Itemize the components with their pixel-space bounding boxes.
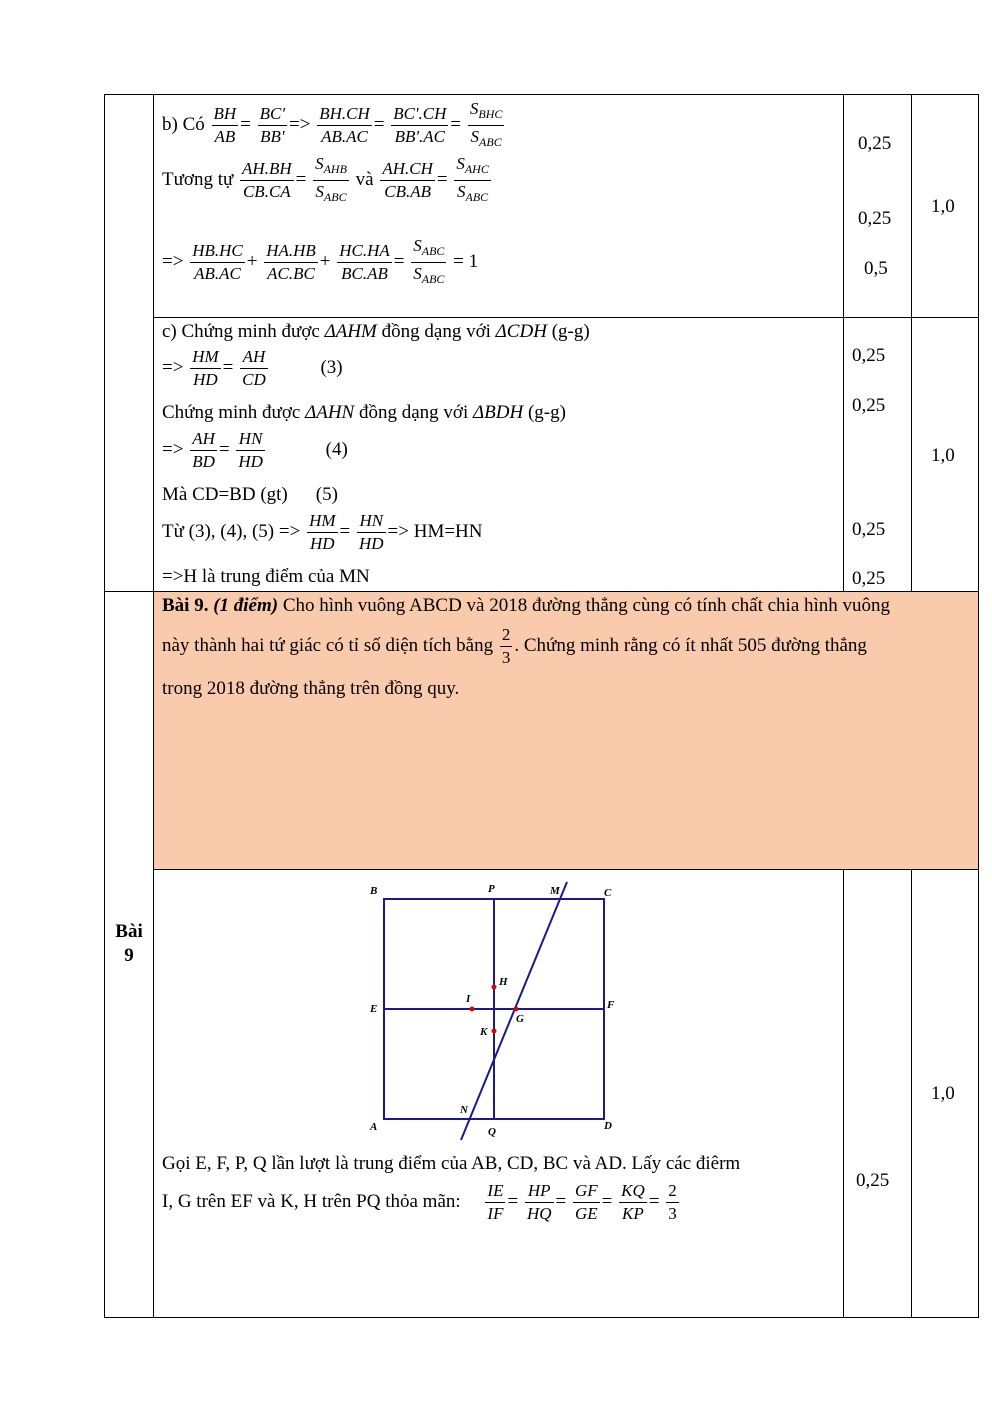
score: 0,5 (864, 258, 888, 279)
total-score: 1,0 (931, 1083, 955, 1104)
part-b-tuongtu: Tương tự (162, 168, 234, 190)
score: 0,25 (852, 345, 886, 366)
fraction: $\frac{KQ}{KP}$ (621, 1181, 645, 1223)
fraction: $\frac{HP}{HQ}$ (526, 1181, 552, 1223)
score: 0,25 (852, 395, 886, 416)
point-h (492, 985, 497, 990)
score: 0,25 (858, 133, 892, 154)
point-i (470, 1007, 475, 1012)
point-k (492, 1029, 497, 1034)
part-b-va: và (355, 168, 374, 190)
part-c-line6: Từ (3), (4), (5) => $\frac{HM}{HD}$ = $\frac{HN}{HD}$ => HM=HN (162, 511, 483, 553)
label-q: Q (488, 1126, 496, 1138)
fraction: $\frac{S_{AHC}}{S_{ABC}}$ (456, 154, 489, 204)
label-f: F (607, 999, 615, 1011)
label-g: G (516, 1013, 524, 1025)
part-b-line3: => $\frac{HB.HC}{AB.AC}$ + $\frac{HA.HB}{AC.BC}$ + $\frac{HC.HA}{BC.AB}$ = $\frac{S_{ABC}}{S_{ABC}}$ = 1 (162, 235, 478, 290)
part-b-line2: Tương tự $\frac{AH.BH}{CB.CA}$ = $\frac{S_{AHB}}{S_{ABC}}$ và $\frac{AH.CH}{CB.AB}$ = $\frac{S_{AHC}}{S_{ABC}}$ (162, 153, 493, 208)
label-e: E (370, 1003, 378, 1015)
fraction: $\frac{AH.CH}{CB.AB}$ (382, 159, 433, 201)
fraction: $\frac{HN}{HD}$ (358, 511, 384, 553)
table-col-divider-3 (911, 94, 912, 591)
score: 0,25 (852, 519, 886, 540)
row-divider-bai9 (153, 869, 979, 870)
bai9-solution-line1: Gọi E, F, P, Q lần lượt là trung điểm của AB, CD, BC và AD. Lấy các điêrm (162, 1153, 741, 1174)
point-g (514, 1007, 519, 1012)
bai9-text3: trong 2018 đường thẳng trên đồng quy. (162, 678, 460, 699)
label-c: C (604, 887, 612, 899)
fraction: $\frac{HA.HB}{AC.BC}$ (266, 241, 316, 283)
fraction: $\frac{BH}{AB}$ (213, 104, 237, 146)
fraction: $\frac{HB.HC}{AB.AC}$ (192, 241, 243, 283)
label-m: M (550, 885, 560, 897)
label-b: B (370, 885, 378, 897)
fraction: $\frac{AH.BH}{CB.CA}$ (242, 159, 292, 201)
fraction: $\frac{S_{AHB}}{S_{ABC}}$ (315, 154, 347, 204)
fraction: $\frac{S_{ABC}}{S_{ABC}}$ (413, 236, 445, 286)
fraction: $\frac{HM}{HD}$ (192, 347, 219, 389)
part-c-line3: Chứng minh được ΔAHN đồng dạng với ΔBDH (g-g) (162, 402, 566, 423)
part-c-line1: c) Chứng minh được ΔAHM đồng dạng với ΔCDH (g-g) (162, 321, 590, 342)
fraction: $\frac{IE}{IF}$ (487, 1181, 504, 1223)
line-mn (461, 882, 567, 1140)
bai9-text2: này thành hai tứ giác có tỉ số diện tích bằng $\frac{2}{3}$ . Chứng minh rằng có ít nhất 505 đường thẳng (162, 625, 867, 667)
part-b-eq1: = 1 (453, 250, 479, 272)
score: 0,25 (858, 208, 892, 229)
row-divider-bc (153, 317, 979, 318)
score: 0,25 (852, 568, 886, 589)
table-left-border (104, 94, 105, 1318)
part-b-arrow: => (162, 250, 184, 272)
fraction: $\frac{BH.CH}{AB.AC}$ (319, 104, 370, 146)
fraction: $\frac{GF}{GE}$ (574, 1181, 598, 1223)
total-score: 1,0 (931, 196, 955, 217)
fraction: $\frac{AH}{BD}$ (192, 429, 215, 471)
fraction: $\frac{2}{3}$ (501, 625, 511, 667)
label-d: D (604, 1120, 612, 1132)
score: 0,25 (856, 1170, 890, 1191)
table-right-border (978, 94, 979, 1318)
bai9-text1: Bài 9. (1 điểm) Cho hình vuông ABCD và 2018 đường thẳng cùng có tính chất chia hình vuông (162, 595, 891, 616)
fraction: $\frac{HM}{HD}$ (309, 511, 336, 553)
table-col-divider-2 (843, 94, 844, 591)
bai9-label: Bài 9 (115, 921, 143, 966)
fraction: $\frac{AH}{CD}$ (242, 347, 266, 389)
label-k: K (480, 1026, 488, 1038)
part-c-line5: Mà CD=BD (gt) (5) (162, 484, 338, 505)
part-b-co: b) Có (162, 113, 205, 135)
fraction: $\frac{HN}{HD}$ (238, 429, 263, 471)
fraction: $\frac{BC'}{BB'}$ (259, 104, 285, 146)
fraction: $\frac{2}{3}$ (668, 1181, 677, 1223)
label-n: N (460, 1104, 468, 1116)
geometry-diagram (362, 878, 622, 1142)
table-col-divider-2b (843, 869, 844, 1318)
label-h: H (499, 976, 508, 988)
part-c-line7: =>H là trung điểm của MN (162, 566, 370, 587)
table-bottom-border (104, 1317, 979, 1318)
part-c-line2: => $\frac{HM}{HD}$ = $\frac{AH}{CD}$ (3) (162, 347, 343, 389)
label-p: P (488, 883, 495, 895)
fraction: $\frac{BC'.CH}{BB'.AC}$ (393, 104, 447, 146)
label-i: I (466, 993, 471, 1005)
fraction: $\frac{S_{BHC}}{S_{ABC}}$ (469, 99, 503, 149)
bai9-solution-line2: I, G trên EF và K, H trên PQ thỏa mãn: $\frac{IE}{IF}$ = $\frac{HP}{HQ}$ = $\frac{GF}{GE}$ = $\frac{KQ}{KP}$ = $\frac{2}{3}$ (162, 1181, 677, 1223)
table-col-divider-3b (911, 869, 912, 1318)
table-top-border (104, 94, 979, 95)
part-b-line1: b) Có $\frac{BH}{AB}$ = $\frac{BC'}{BB'}$ => $\frac{BH.CH}{AB.AC}$ = $\frac{BC'.CH}{BB'.AC}$ = $\frac{S_{BHC}}{S_{ABC}}$ (162, 98, 506, 153)
part-c-line4: => $\frac{AH}{BD}$ = $\frac{HN}{HD}$ (4) (162, 429, 348, 471)
fraction: $\frac{HC.HA}{BC.AB}$ (339, 241, 390, 283)
total-score: 1,0 (931, 445, 955, 466)
label-a: A (370, 1121, 378, 1133)
